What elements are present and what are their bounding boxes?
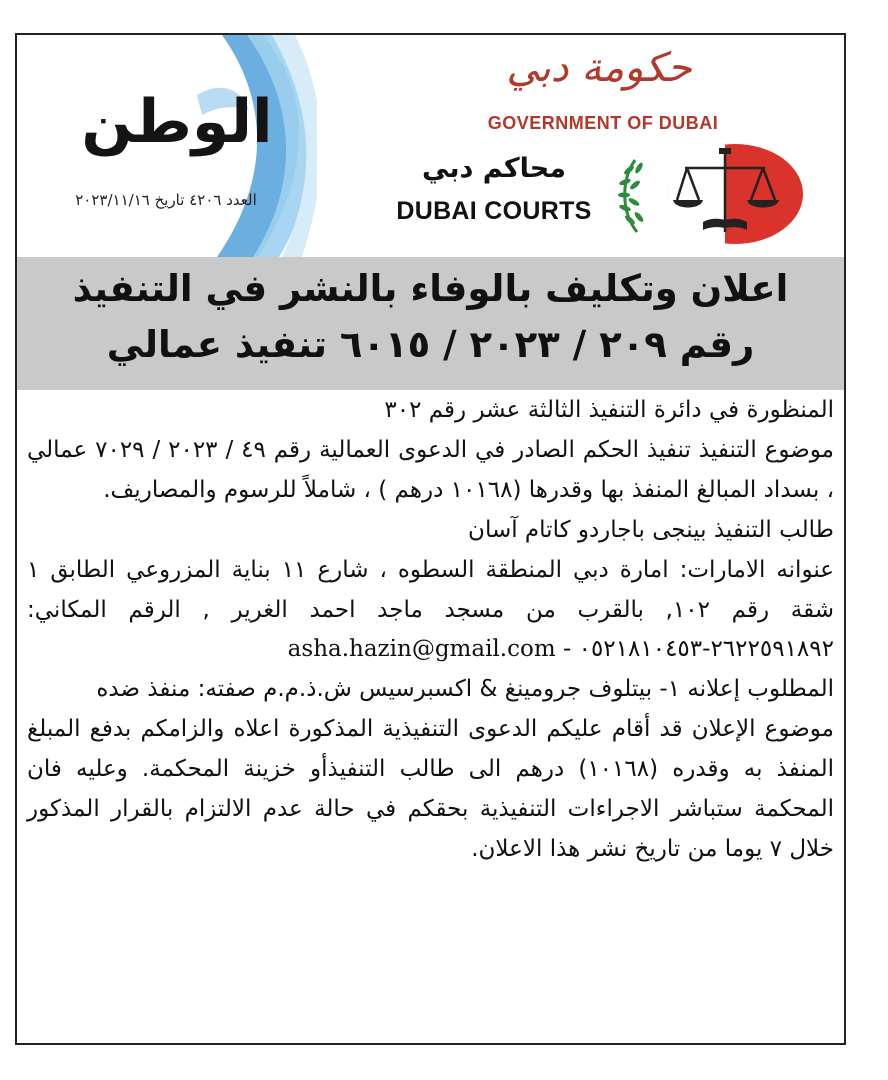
case-number: رقم ٢٠٩ / ٢٠٢٣ / ٦٠١٥ تنفيذ عمالي — [106, 323, 755, 366]
header — [17, 35, 844, 257]
claimant-address — [27, 551, 834, 671]
issue-line: العدد ٤٢٠٦ تاريخ ٢٠٢٣/١١/١٦ — [75, 191, 257, 209]
courts-name-ar: محاكم دبي — [422, 153, 566, 184]
notice-subject: موضوع الإعلان قد أقام عليكم الدعوى التنفيذية المذكورة اعلاه والزامكم بدفع المبلغ المنفذ به وقدره (١٠١٦٨) درهم الى طالب التنفيذأو خزينة المحكمة. وعليه فان المحكمة ستباشر الاجراءات التنفيذية بحقكم في حالة عدم الالتزام بالقرار المذكور خلال ٧ يوما من تاريخ نشر هذا الاعلان. — [27, 716, 834, 862]
claimant-email: asha.hazin@gmail.com — [287, 636, 556, 663]
notice-body — [27, 391, 834, 870]
government-name-en: GOVERNMENT OF DUBAI — [487, 113, 719, 133]
government-name-ar: حكومة دبي — [506, 45, 692, 91]
execution-subject: موضوع التنفيذ تنفيذ الحكم الصادر في الدعوى العمالية رقم ٤٩ / ٢٠٢٣ / ٧٠٢٩ عمالي ، بسداد المبالغ المنفذ بها وقدرها (١٠١٦٨ درهم ) ، شاملاً للرسوم والمصاريف. — [27, 436, 834, 503]
title-band — [17, 257, 844, 390]
notice-title: اعلان وتكليف بالوفاء بالنشر في التنفيذ — [72, 267, 789, 310]
court-department: المنظورة في دائرة التنفيذ الثالثة عشر رقم ٣٠٢ — [384, 397, 834, 423]
dubai-courts-scales-icon — [615, 140, 805, 248]
claimant-address-text: عنوانه الامارات: امارة دبي المنطقة السطوه ، شارع ١١ بناية المزروعي الطابق ١ شقة رقم ١٠٢, بالقرب من مسجد ماجد احمد الغرير , الرقم المكاني: ٢٦٢٢٥٩١٨٩٢-٠٥٢١٨١٠٤٥٣ - — [27, 556, 834, 663]
courts-name-en: DUBAI COURTS — [396, 197, 592, 225]
claimant-name: طالب التنفيذ بينجى باجاردو كاتام آسان — [468, 516, 834, 543]
newspaper-masthead — [17, 35, 317, 257]
notice-frame — [15, 33, 846, 1045]
newspaper-name: الوطن — [81, 87, 273, 157]
respondent: المطلوب إعلانه ١- بيتلوف جرومينغ & اكسبرسيس ش.ذ.م.م صفته: منفذ ضده — [96, 676, 834, 703]
